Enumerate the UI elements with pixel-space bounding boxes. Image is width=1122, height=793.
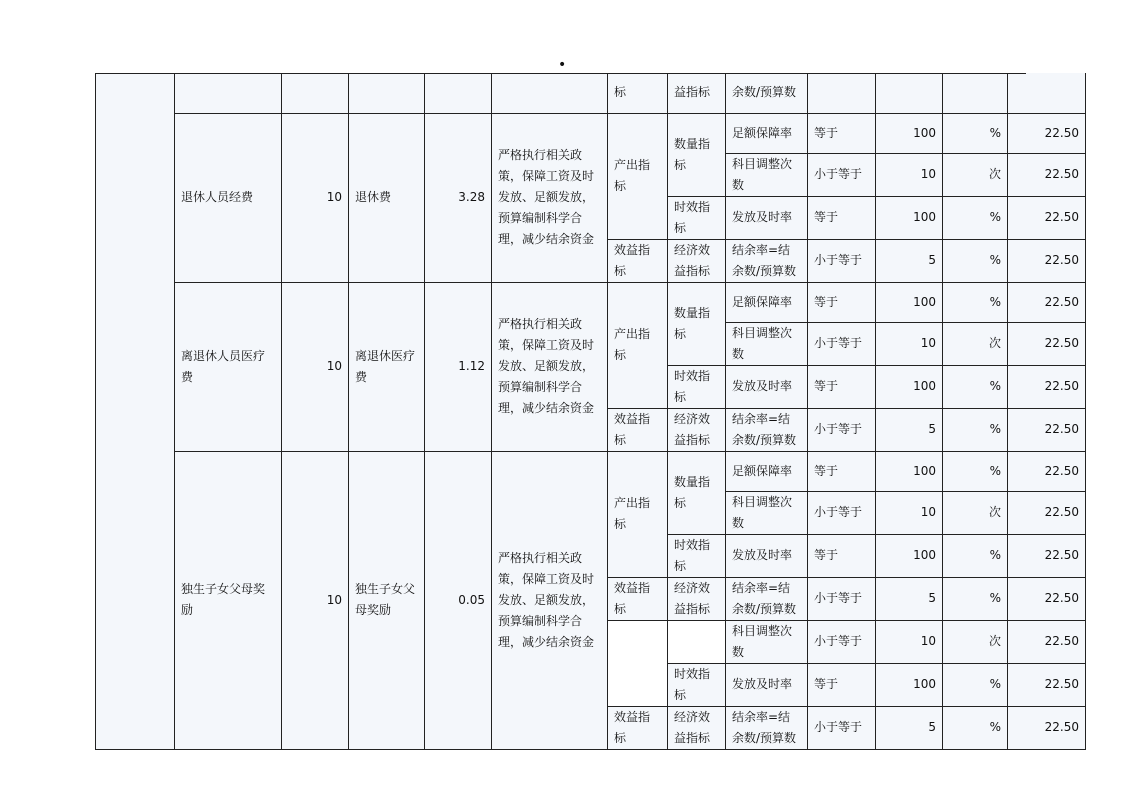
level2-indicator: 经济效益指标 (668, 239, 726, 282)
goal-text: 严格执行相关政策，保障工资及时发放、足额发放，预算编制科学合理，减少结余资金 (492, 282, 608, 451)
indicator-unit: % (943, 196, 1008, 239)
indicator-value: 100 (876, 534, 943, 577)
indicator-weight: 22.50 (1008, 153, 1086, 196)
indicator-name: 科目调整次数 (726, 491, 808, 534)
indicator-operator: 小于等于 (808, 153, 876, 196)
indicator-name: 科目调整次数 (726, 620, 808, 663)
indicator-value: 10 (876, 620, 943, 663)
table-cell (175, 73, 282, 113)
indicator-unit: 次 (943, 620, 1008, 663)
indicator-operator: 等于 (808, 534, 876, 577)
level2-indicator: 经济效益指标 (668, 577, 726, 620)
table-cell (425, 73, 492, 113)
table-cell (492, 73, 608, 113)
indicator-unit: % (943, 365, 1008, 408)
indicator-unit: % (943, 706, 1008, 749)
level2-indicator: 数量指标 (668, 451, 726, 534)
indicator-weight: 22.50 (1008, 282, 1086, 322)
project-name: 退休人员经费 (175, 113, 282, 282)
goal-text: 严格执行相关政策，保障工资及时发放、足额发放，预算编制科学合理，减少结余资金 (492, 113, 608, 282)
project-score: 10 (282, 451, 349, 749)
indicator-name: 科目调整次数 (726, 322, 808, 365)
indicator-unit: % (943, 282, 1008, 322)
indicator-value: 5 (876, 408, 943, 451)
indicator-value: 10 (876, 153, 943, 196)
indicator-value: 5 (876, 239, 943, 282)
level1-indicator: 标 (608, 73, 668, 113)
project-name: 离退休人员医疗费 (175, 282, 282, 451)
indicator-unit: % (943, 451, 1008, 491)
indicator-operator: 小于等于 (808, 620, 876, 663)
category-cell (96, 73, 175, 749)
indicator-name: 结余率=结余数/预算数 (726, 706, 808, 749)
page-header-mark: • (558, 57, 567, 73)
amount: 0.05 (425, 451, 492, 749)
indicator-name: 结余率=结余数/预算数 (726, 577, 808, 620)
indicator-weight: 22.50 (1008, 196, 1086, 239)
indicator-value: 100 (876, 451, 943, 491)
level2-indicator: 时效指标 (668, 196, 726, 239)
table-cell (282, 73, 349, 113)
amount: 3.28 (425, 113, 492, 282)
indicator-operator: 等于 (808, 365, 876, 408)
indicator-operator: 等于 (808, 196, 876, 239)
indicator-operator: 小于等于 (808, 706, 876, 749)
level1-indicator: 产出指标 (608, 113, 668, 239)
level2-indicator: 数量指标 (668, 282, 726, 365)
amount: 1.12 (425, 282, 492, 451)
indicator-operator: 等于 (808, 113, 876, 153)
indicator-name: 发放及时率 (726, 365, 808, 408)
indicator-unit: % (943, 113, 1008, 153)
project-score: 10 (282, 282, 349, 451)
level2-indicator: 时效指标 (668, 534, 726, 577)
level1-indicator: 效益指标 (608, 408, 668, 451)
indicator-unit: 次 (943, 322, 1008, 365)
indicator-name: 余数/预算数 (726, 73, 808, 113)
indicator-value: 100 (876, 196, 943, 239)
indicator-operator: 小于等于 (808, 239, 876, 282)
expense-item: 退休费 (349, 113, 425, 282)
level1-indicator: 产出指标 (608, 451, 668, 577)
indicator-unit: % (943, 577, 1008, 620)
indicator-weight: 22.50 (1008, 534, 1086, 577)
table-cell (668, 620, 726, 663)
indicator-operator: 等于 (808, 451, 876, 491)
indicator-name: 发放及时率 (726, 196, 808, 239)
level2-indicator: 数量指标 (668, 113, 726, 196)
indicator-weight: 22.50 (1008, 451, 1086, 491)
table-cell (808, 73, 876, 113)
level2-indicator: 时效指标 (668, 663, 726, 706)
indicator-weight: 22.50 (1008, 491, 1086, 534)
table-cell (608, 620, 668, 706)
project-name: 独生子女父母奖励 (175, 451, 282, 749)
level2-indicator: 经济效益指标 (668, 408, 726, 451)
indicator-weight: 22.50 (1008, 365, 1086, 408)
indicator-operator: 等于 (808, 282, 876, 322)
level2-indicator: 时效指标 (668, 365, 726, 408)
indicator-value: 5 (876, 706, 943, 749)
indicator-name: 足额保障率 (726, 282, 808, 322)
indicator-operator: 等于 (808, 663, 876, 706)
indicator-operator: 小于等于 (808, 408, 876, 451)
indicator-value: 100 (876, 663, 943, 706)
indicator-weight: 22.50 (1008, 577, 1086, 620)
table-cell (876, 73, 943, 113)
level2-indicator: 益指标 (668, 73, 726, 113)
indicator-value: 5 (876, 577, 943, 620)
table-cell (1008, 73, 1086, 113)
level2-indicator: 经济效益指标 (668, 706, 726, 749)
indicator-weight: 22.50 (1008, 706, 1086, 749)
indicator-name: 足额保障率 (726, 451, 808, 491)
level1-indicator: 产出指标 (608, 282, 668, 408)
indicator-value: 100 (876, 365, 943, 408)
indicator-weight: 22.50 (1008, 663, 1086, 706)
indicator-unit: 次 (943, 491, 1008, 534)
indicator-value: 10 (876, 322, 943, 365)
level1-indicator: 效益指标 (608, 706, 668, 749)
indicator-weight: 22.50 (1008, 408, 1086, 451)
indicator-unit: % (943, 408, 1008, 451)
expense-item: 离退休医疗费 (349, 282, 425, 451)
indicator-name: 科目调整次数 (726, 153, 808, 196)
indicator-name: 足额保障率 (726, 113, 808, 153)
indicator-weight: 22.50 (1008, 239, 1086, 282)
level1-indicator: 效益指标 (608, 577, 668, 620)
indicator-unit: % (943, 534, 1008, 577)
indicator-name: 结余率=结余数/预算数 (726, 239, 808, 282)
indicator-value: 100 (876, 282, 943, 322)
indicator-name: 发放及时率 (726, 534, 808, 577)
indicator-value: 100 (876, 113, 943, 153)
performance-indicator-table (95, 73, 1086, 750)
indicator-name: 结余率=结余数/预算数 (726, 408, 808, 451)
goal-text: 严格执行相关政策，保障工资及时发放、足额发放，预算编制科学合理，减少结余资金 (492, 451, 608, 749)
indicator-operator: 小于等于 (808, 322, 876, 365)
indicator-unit: % (943, 663, 1008, 706)
indicator-unit: 次 (943, 153, 1008, 196)
indicator-weight: 22.50 (1008, 322, 1086, 365)
expense-item: 独生子女父母奖励 (349, 451, 425, 749)
project-score: 10 (282, 113, 349, 282)
indicator-weight: 22.50 (1008, 113, 1086, 153)
page-top-rule (95, 73, 1026, 74)
indicator-value: 10 (876, 491, 943, 534)
table-cell (943, 73, 1008, 113)
indicator-operator: 小于等于 (808, 577, 876, 620)
indicator-name: 发放及时率 (726, 663, 808, 706)
level1-indicator: 效益指标 (608, 239, 668, 282)
indicator-operator: 小于等于 (808, 491, 876, 534)
table-cell (349, 73, 425, 113)
indicator-weight: 22.50 (1008, 620, 1086, 663)
indicator-unit: % (943, 239, 1008, 282)
